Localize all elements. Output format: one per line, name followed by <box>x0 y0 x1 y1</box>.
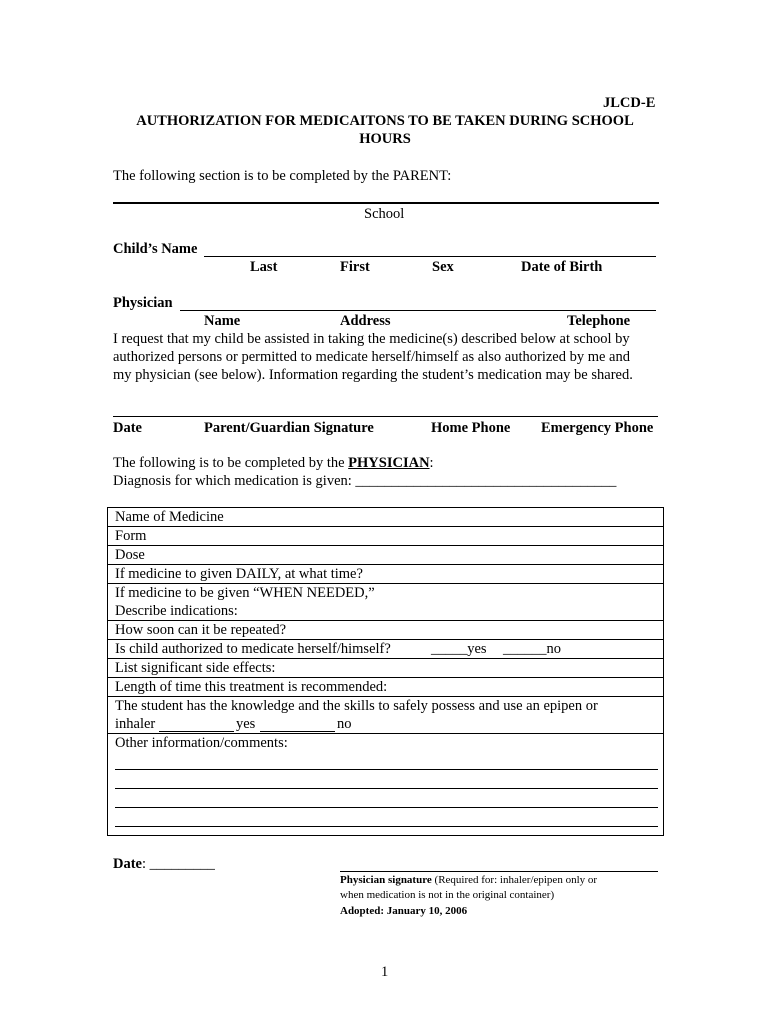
parent-signature-label: Parent/Guardian Signature <box>204 420 374 436</box>
dose-label: Dose <box>115 547 145 563</box>
parent-signature-field[interactable] <box>113 416 658 417</box>
comments-cell[interactable] <box>108 734 663 835</box>
emergency-phone-label: Emergency Phone <box>541 420 654 436</box>
physician-date-blank: : _________ <box>142 856 215 872</box>
comment-line[interactable] <box>115 807 658 808</box>
physician-signature-label: Physician signature <box>340 874 432 886</box>
physician-signature-field[interactable] <box>340 871 658 872</box>
physician-date-field[interactable] <box>113 856 215 873</box>
epipen-no-option[interactable]: no <box>337 716 352 732</box>
table-row[interactable] <box>108 508 663 527</box>
name-of-medicine-label: Name of Medicine <box>115 509 224 525</box>
physician-intro-colon: : <box>429 455 434 471</box>
parent-section-intro: The following section is to be completed by the PARENT: <box>113 168 452 184</box>
child-last-label: Last <box>250 259 278 275</box>
physician-signature-note-line2: when medication is not in the original container) <box>340 889 555 901</box>
when-needed-label: If medicine to be given “WHEN NEEDED,” <box>115 585 375 601</box>
physician-section-intro <box>113 455 434 472</box>
child-first-label: First <box>340 259 370 275</box>
comment-line[interactable] <box>115 788 658 789</box>
comment-line[interactable] <box>115 826 658 827</box>
table-row[interactable] <box>108 621 663 640</box>
physician-date-label: Date <box>113 856 142 872</box>
treatment-length-label: Length of time this treatment is recommended: <box>115 679 388 695</box>
request-text-line2: authorized persons or permitted to medicate herself/himself as also authorized by me and <box>113 349 630 365</box>
epipen-yes-option[interactable]: yes <box>236 716 256 732</box>
child-name-field[interactable] <box>204 256 656 257</box>
other-comments-label: Other information/comments: <box>115 735 288 751</box>
table-row[interactable] <box>108 527 663 546</box>
table-row[interactable] <box>108 659 663 678</box>
request-text-line1: I request that my child be assisted in taking the medicine(s) described below at school by <box>113 331 630 347</box>
self-medicate-yes-option[interactable]: _____yes <box>431 641 487 657</box>
self-medicate-label: Is child authorized to medicate herself/himself? <box>115 641 391 657</box>
form-label: Form <box>115 528 147 544</box>
epipen-knowledge-label: The student has the knowledge and the skills to safely possess and use an epipen or <box>115 698 598 714</box>
request-text-line3: my physician (see below). Information regarding the student’s medication may be shared. <box>113 367 633 383</box>
sig-date-label: Date <box>113 420 142 436</box>
table-row[interactable] <box>108 584 663 621</box>
table-row[interactable] <box>108 565 663 584</box>
table-row[interactable] <box>108 697 663 734</box>
child-dob-label: Date of Birth <box>521 259 603 275</box>
document-title-line2: HOURS <box>359 131 411 147</box>
section-divider <box>113 202 659 204</box>
physician-intro-text: The following is to be completed by the <box>113 455 349 471</box>
page-number: 1 <box>381 964 389 980</box>
daily-time-label: If medicine to given DAILY, at what time? <box>115 566 363 582</box>
child-name-label: Child’s Name <box>113 241 198 257</box>
table-row[interactable] <box>108 546 663 565</box>
diagnosis-field[interactable]: Diagnosis for which medication is given: ____________________________________ <box>113 473 617 489</box>
document-title: AUTHORIZATION FOR MEDICAITONS TO BE TAKEN DURING SCHOOL <box>136 113 634 129</box>
adopted-date: Adopted: January 10, 2006 <box>340 905 468 917</box>
physician-label: Physician <box>113 295 173 311</box>
inhaler-label: inhaler <box>115 716 156 732</box>
physician-signature-caption <box>340 874 597 886</box>
home-phone-label: Home Phone <box>431 420 511 436</box>
table-row[interactable] <box>108 640 663 659</box>
comment-line[interactable] <box>115 769 658 770</box>
physician-telephone-label: Telephone <box>567 313 631 329</box>
physician-signature-note: (Required for: inhaler/epipen only or <box>431 874 598 886</box>
self-medicate-no-option[interactable]: ______no <box>503 641 561 657</box>
school-label: School <box>364 206 405 222</box>
epipen-no-blank[interactable] <box>260 731 335 732</box>
side-effects-label: List significant side effects: <box>115 660 276 676</box>
epipen-yes-blank[interactable] <box>159 731 234 732</box>
physician-name-label: Name <box>204 313 241 329</box>
medication-table <box>107 507 664 836</box>
physician-address-label: Address <box>340 313 391 329</box>
indications-label: Describe indications: <box>115 603 238 619</box>
table-row[interactable] <box>108 678 663 697</box>
child-sex-label: Sex <box>432 259 454 275</box>
repeat-label: How soon can it be repeated? <box>115 622 287 638</box>
document-code: JLCD-E <box>603 95 656 111</box>
physician-intro-emphasis: PHYSICIAN <box>348 455 430 471</box>
physician-field[interactable] <box>180 310 656 311</box>
